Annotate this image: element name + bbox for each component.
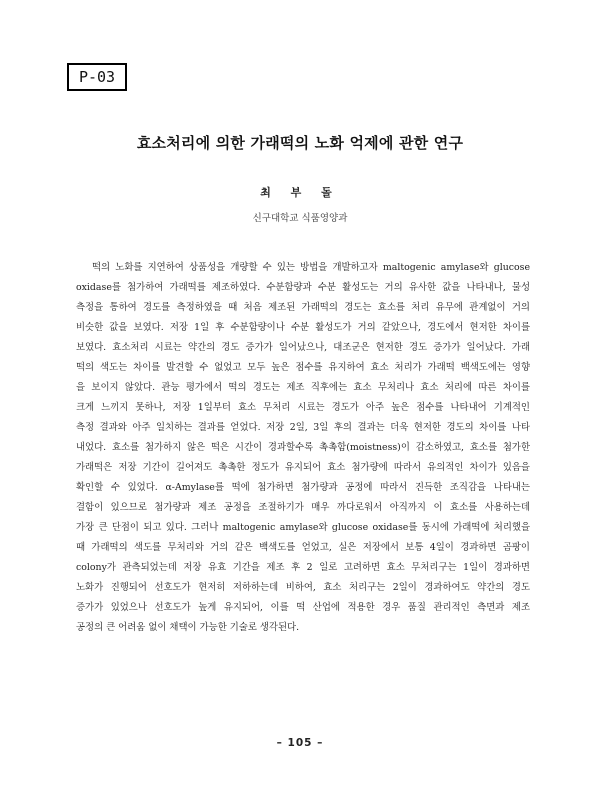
abstract-line: 공정의 큰 어려움 없이 채택이 가능한 기술로 생각된다.: [76, 622, 300, 633]
abstract-line: oxidase를 첨가하여 가래떡를 제조하였다. 수분함량과 수분 활성도는 거의 유사한 값을 나타내나, 물성: [76, 282, 530, 293]
abstract-line: 크게 느끼지 못하나, 저장 1일부터 효소 무처리 시료는 경도가 아주 높은 점수를 나타내어 기계적인: [76, 402, 530, 413]
abstract-line: 결함이 있으므로 첨가량과 제조 공정을 조절하기가 매우 까다로워서 아직까지 이 효소를 사용하는데: [76, 502, 530, 513]
abstract-line: 내었다. 효소를 첨가하지 않은 떡은 시간이 경과할수록 촉촉함(moistness)이 감소하였고, 효소를 첨가한: [76, 442, 530, 453]
abstract-line: 떡의 노화를 지연하여 상품성을 개량할 수 있는 방법을 개발하고자 maltogenic amylase와 glucose: [92, 262, 530, 273]
page-number: – 105 –: [276, 737, 324, 749]
abstract-line: 보였다. 효소처리 시료는 약간의 경도 증가가 일어났으나, 대조군은 현저한 경도 증가가 일어났다. 가래: [76, 342, 530, 353]
abstract-line: 확인할 수 있었다. α-Amylase를 떡에 첨가하면 첨가량과 공정에 따라서 진득한 조직감을 나타내는: [76, 482, 530, 493]
paper-code-box: [67, 63, 127, 91]
abstract-line: 측정 결과와 아주 일치하는 결과를 얻었다. 저장 2일, 3일 후의 결과는 더욱 현저한 경도의 차이를 나타: [76, 422, 530, 433]
abstract-line: colony가 관측되었는데 저장 유효 기간을 제조 후 2 일로 고려하면 효소 무처리구는 1일이 경과하면: [76, 562, 530, 573]
abstract-body: [76, 258, 530, 638]
abstract-line: 가장 큰 단점이 되고 있다. 그러나 maltogenic amylase와 glucose oxidase를 동시에 가래떡에 처리했을: [76, 522, 530, 533]
author-name: 최 부 돌: [260, 186, 340, 199]
abstract-line: 증가가 있었으나 선호도가 높게 유지되어, 이를 떡 산업에 적용한 경우 품질 관리적인 측면과 제조: [76, 602, 530, 613]
abstract-line: 가래떡은 저장 기간이 길어져도 촉촉한 정도가 유지되어 효소 첨가량에 따라서 유의적인 차이가 있음을: [76, 462, 530, 473]
paper-title: 효소처리에 의한 가래떡의 노화 억제에 관한 연구: [136, 134, 464, 152]
author-affiliation: 신구대학교 식품영양과: [252, 213, 348, 224]
abstract-line: 떡의 색도는 차이를 발견할 수 없었고 모두 높은 점수를 유지하여 효소 처리가 가래떡 백색도에는 영향: [76, 362, 530, 373]
abstract-line: 때 가래떡의 색도를 무처리와 거의 같은 백색도를 얻었고, 실은 저장에서 보통 4일이 경과하면 곰팡이: [76, 542, 530, 553]
abstract-line: 노화가 진행되어 선호도가 현저히 저하하는데 비하여, 효소 처리구는 2일이 경과하여도 약간의 경도: [76, 582, 530, 593]
abstract-line: 을 보이지 않았다. 관능 평가에서 떡의 경도는 제조 직후에는 효소 무처리나 효소 처리에 따른 차이를: [76, 382, 530, 393]
abstract-line: 측정을 통하여 경도를 측정하였을 때 처음 제조된 가래떡의 경도는 효소를 처리 유무에 관계없이 거의: [76, 302, 530, 313]
abstract-line: 비슷한 값을 보였다. 저장 1일 후 수분함량이나 수분 활성도가 거의 같았으나, 경도에서 현저한 차이를: [76, 322, 530, 333]
paper-code: P-03: [78, 68, 116, 86]
